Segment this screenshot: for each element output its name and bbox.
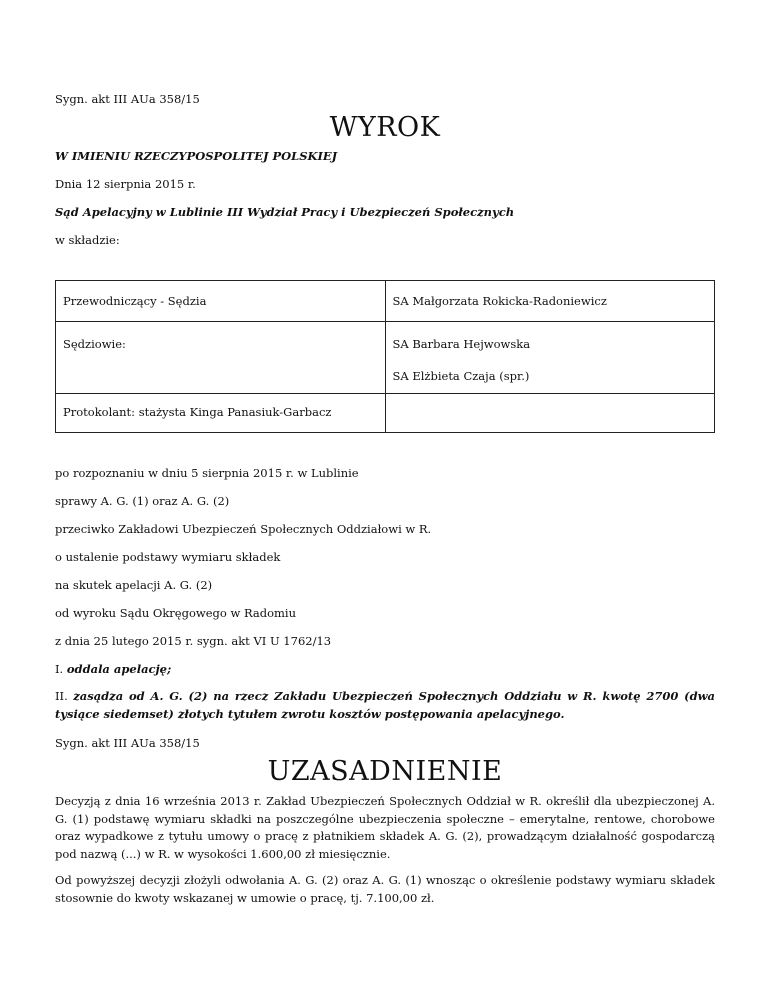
proceedings-line: na skutek apelacji A. G. (2) [55, 578, 213, 592]
clerk: Protokolant: stażysta Kinga Panasiuk-Garbacz [63, 405, 332, 419]
chair-label: Przewodniczący - Sędzia [63, 294, 207, 308]
chair-name: SA Małgorzata Rokicka-Radoniewicz [392, 294, 607, 308]
judgment-title: WYROK [329, 112, 441, 143]
justification-paragraph: Decyzją z dnia 16 września 2013 r. Zakład Ubezpieczeń Społecznych Oddział w R. określił dla ubezpieczonej A. G. (1) podstawę wymiaru składki na poszczególne ubezpieczenia społeczne – emerytalne, rentowe, chorobowe oraz wypadkowe z tytułu umowy o pracę z płatnikiem składek A. G. (2), prowadzącym działalność gospodarczą pod nazwą (...) w R. w wysokości 1.600,00 zł miesięcznie. [55, 794, 715, 861]
justification-paragraph: Od powyższej decyzji złożyli odwołania A. G. (2) oraz A. G. (1) wnosząc o określenie podstawy wymiaru składek stosownie do kwoty wskazanej w umowie o pracę, tj. 7.100,00 zł. [55, 873, 715, 905]
proceedings-line: z dnia 25 lutego 2015 r. sygn. akt VI U 1762/13 [55, 634, 332, 648]
panel-cell [56, 322, 386, 394]
panel-cell [385, 281, 715, 322]
proceedings-line: przeciwko Zakładowi Ubezpieczeń Społecznych Oddziałowi w R. [55, 522, 432, 536]
ruling-number: II. [55, 689, 68, 703]
proceedings-line: o ustalenie podstawy wymiaru składek [55, 550, 281, 564]
ruling-item [55, 688, 715, 723]
case-reference: Sygn. akt III AUa 358/15 [55, 92, 200, 106]
judges-label: Sędziowie: [63, 337, 126, 351]
panel-row-chair [56, 281, 715, 322]
case-reference-2: Sygn. akt III AUa 358/15 [55, 736, 200, 750]
court-name: Sąd Apelacyjny w Lublinie III Wydział Pracy i Ubezpieczeń Społecznych [55, 205, 515, 219]
composition-label: w składzie: [55, 233, 120, 247]
panel-table [55, 280, 715, 433]
proceedings-line: po rozpoznaniu w dniu 5 sierpnia 2015 r. w Lublinie [55, 466, 359, 480]
judge-name: SA Elżbieta Czaja (spr.) [392, 369, 530, 383]
judge-name: SA Barbara Hejwowska [392, 337, 531, 351]
justification-title: UZASADNIENIE [267, 756, 503, 787]
panel-row-clerk [56, 394, 715, 433]
proceedings-line: od wyroku Sądu Okręgowego w Radomiu [55, 606, 297, 620]
panel-cell [385, 322, 715, 394]
panel-cell [56, 281, 386, 322]
ruling-text: oddala apelację; [66, 662, 172, 676]
proceedings-line: sprawy A. G. (1) oraz A. G. (2) [55, 494, 230, 508]
subtitle: W IMIENIU RZECZYPOSPOLITEJ POLSKIEJ [55, 149, 338, 163]
ruling-item [55, 662, 171, 677]
ruling-text: zasądza od A. G. (2) na rzecz Zakładu Ubezpieczeń Społecznych Oddziału w R. kwotę 2700 (dwa tysiące siedemset) złotych tytułem zwrotu kosztów postępowania apelacyjnego. [55, 689, 716, 721]
judgment-date: Dnia 12 sierpnia 2015 r. [55, 177, 196, 191]
panel-cell-empty [385, 394, 715, 433]
ruling-number: I. [55, 662, 64, 676]
panel-row-judges [56, 322, 715, 394]
panel-cell [56, 394, 386, 433]
